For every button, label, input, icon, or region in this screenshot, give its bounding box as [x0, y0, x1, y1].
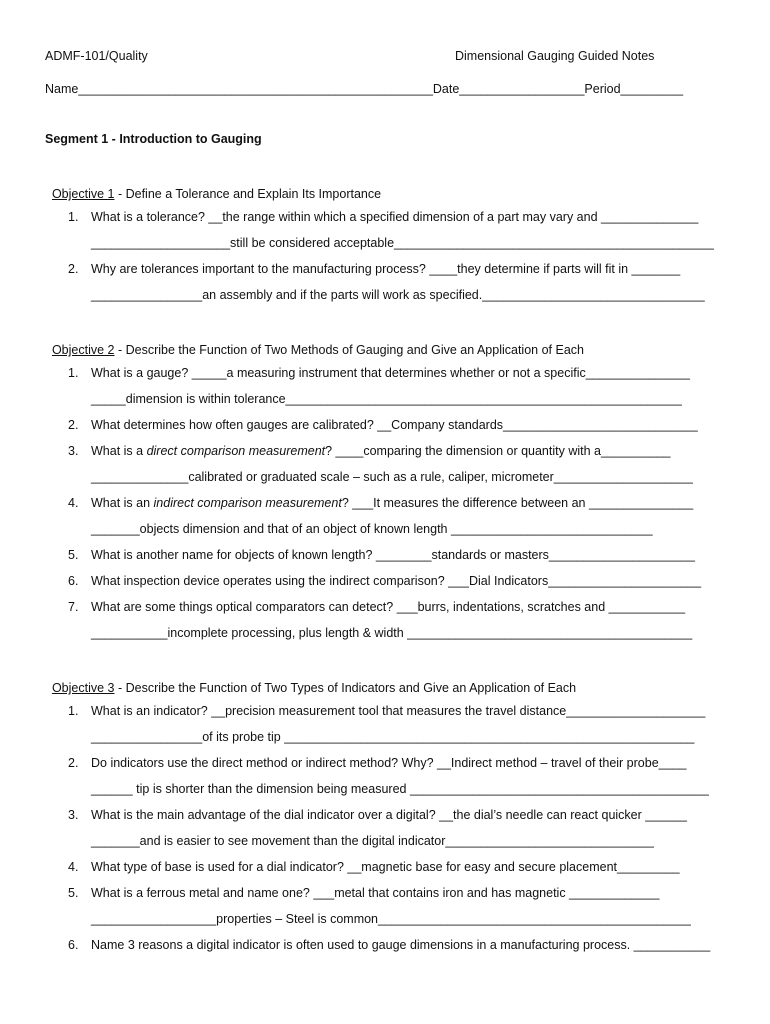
- question-line: What inspection device operates using the indirect comparison? ___Dial Indicators______________________: [91, 574, 702, 588]
- question-line: What is a gauge? _____a measuring instrument that determines whether or not a specific_______________: [91, 366, 690, 380]
- question-line: What determines how often gauges are calibrated? __Company standards____________________________: [91, 418, 698, 432]
- question-number: 2.: [68, 418, 79, 432]
- answer-line: _____dimension is within tolerance_________________________________________________________: [91, 392, 682, 406]
- question-number: 4.: [68, 496, 79, 510]
- question-number: 2.: [68, 262, 79, 276]
- question-number: 3.: [68, 444, 79, 458]
- question-line: What are some things optical comparators can detect? ___burrs, indentations, scratches and ___________: [91, 600, 686, 614]
- italic-term: indirect comparison measurement: [153, 496, 342, 510]
- question-number: 5.: [68, 886, 79, 900]
- question-line: Why are tolerances important to the manufacturing process? ____they determine if parts will fit in _______: [91, 262, 681, 276]
- answer-line: ____________________still be considered acceptable______________________________________________: [91, 236, 714, 250]
- objective-2-heading: [45, 326, 584, 358]
- course-code: ADMF-101/Quality: [45, 49, 148, 63]
- answer-line: __________________properties – Steel is common_____________________________________________: [91, 912, 691, 926]
- question-number: 6.: [68, 938, 79, 952]
- question-number: 4.: [68, 860, 79, 874]
- question-line: What is another name for objects of known length? ________standards or masters_____________________: [91, 548, 695, 562]
- question-number: 1.: [68, 210, 79, 224]
- question-suffix: ? ___It measures the difference between an _______________: [341, 496, 694, 510]
- objective-text: - Describe the Function of Two Types of Indicators and Give an Application of Each: [114, 681, 577, 695]
- objective-label: Objective 3: [51, 681, 115, 695]
- objective-1-heading: [45, 170, 381, 202]
- objective-label: Objective 1: [51, 187, 115, 201]
- question-prefix: What is a: [91, 444, 147, 458]
- question-number: 3.: [68, 808, 79, 822]
- question-line: What type of base is used for a dial indicator? __magnetic base for easy and secure placement_________: [91, 860, 680, 874]
- question-number: 1.: [68, 366, 79, 380]
- answer-line: _______objects dimension and that of an object of known length _____________________________: [91, 522, 653, 536]
- question-line: What is a tolerance? __the range within which a specified dimension of a part may vary and ______________: [91, 210, 699, 224]
- question-number: 7.: [68, 600, 79, 614]
- answer-line: ________________of its probe tip ___________________________________________________________: [91, 730, 695, 744]
- question-line: Do indicators use the direct method or indirect method? Why? __Indirect method – travel of their probe____: [91, 756, 687, 770]
- question-line: Name 3 reasons a digital indicator is often used to gauge dimensions in a manufacturing process. ___________: [91, 938, 711, 952]
- answer-line: ______________calibrated or graduated scale – such as a rule, caliper, micrometer____________________: [91, 470, 693, 484]
- question-line: What is a ferrous metal and name one? ___metal that contains iron and has magnetic _____________: [91, 886, 660, 900]
- question-line: What is the main advantage of the dial indicator over a digital? __the dial’s needle can react quicker ______: [91, 808, 687, 822]
- question-number: 6.: [68, 574, 79, 588]
- question-number: 1.: [68, 704, 79, 718]
- question-suffix: ? ____comparing the dimension or quantity with a__________: [325, 444, 671, 458]
- objective-label: Objective 2: [51, 343, 115, 357]
- objective-text: - Describe the Function of Two Methods of Gauging and Give an Application of Each: [114, 343, 584, 357]
- question-line: [91, 495, 693, 511]
- answer-line: _______and is easier to see movement than the digital indicator______________________________: [91, 834, 654, 848]
- italic-term: direct comparison measurement: [146, 444, 326, 458]
- question-number: 5.: [68, 548, 79, 562]
- answer-line: ___________incomplete processing, plus length & width _________________________________________: [91, 626, 693, 640]
- question-number: 2.: [68, 756, 79, 770]
- question-line: What is an indicator? __precision measurement tool that measures the travel distance____________________: [91, 704, 706, 718]
- answer-line: ________________an assembly and if the parts will work as specified.________________________________: [91, 288, 705, 302]
- question-prefix: What is an: [91, 496, 154, 510]
- name-date-period-line: Name___________________________________________________Date__________________Period_________: [45, 82, 684, 96]
- objective-text: - Define a Tolerance and Explain Its Importance: [114, 187, 382, 201]
- question-line: [91, 443, 671, 459]
- objective-3-heading: [45, 664, 576, 696]
- document-title: Dimensional Gauging Guided Notes: [455, 49, 655, 63]
- segment-heading: Segment 1 - Introduction to Gauging: [45, 132, 262, 146]
- answer-line: ______ tip is shorter than the dimension being measured ___________________________________________: [91, 782, 709, 796]
